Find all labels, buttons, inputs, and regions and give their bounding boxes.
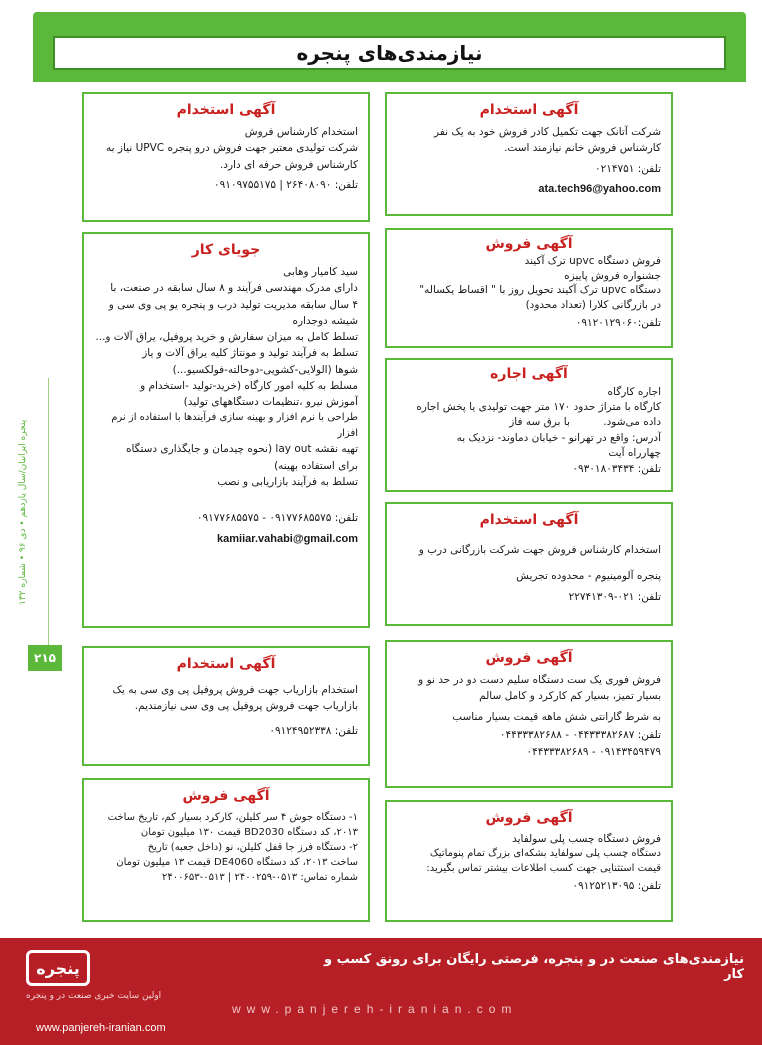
ad-title: آگهی اجاره [490, 366, 568, 382]
ad-text: استخدام کارشناس فروش [244, 126, 358, 138]
ad-title: آگهی استخدام [479, 102, 579, 118]
ad-text: ۴ سال سابقه مدیریت تولید درب و پنجره یو پی وی سی و [108, 298, 358, 311]
ad-text: فروش فوری یک ست دستگاه سلیم دست دو در حد نو و [418, 674, 661, 686]
ad-title: آگهی استخدام [479, 512, 579, 528]
ad-phone: تلفن: ۰۹۳۰۱۸۰۳۴۳۴ [572, 463, 661, 476]
ad-text: به شرط گارانتی شش ماهه قیمت بسیار مناسب [452, 710, 661, 723]
ad-email: ata.tech96@yahoo.com [538, 183, 661, 196]
ad-right-1 [385, 92, 673, 216]
ad-title: آگهی فروش [182, 788, 270, 804]
ad-phone: تلفن: ۰۹۱۲۴۹۵۲۳۳۸ [269, 724, 358, 737]
footer-slogan: نیازمندی‌های صنعت در و پنجره، فرصتی رایگان برای رونق کسب و کار [324, 952, 744, 982]
ad-text: فروش دستگاه upvc ترک آکیند [524, 255, 661, 267]
ad-right-6 [385, 800, 673, 922]
ad-text: شیشه دوجداره [292, 314, 358, 327]
ad-phone: شماره تماس: ۰۵۱۳-۲۴۰۰۲۵۹ | ۰۵۱۳-۲۴۰۰۶۵۳ [162, 872, 358, 883]
ad-text: دستگاه چسب پلی سولفاید بشکه‌ای بزرگ تمام پنوماتیک [429, 848, 661, 860]
ad-text: آدرس: واقع در تهرانو - خیابان دماوند- نزدیک به [456, 431, 661, 444]
ad-text: بازاریاب جهت فروش پروفیل پی وی سی نیازمندیم. [134, 700, 358, 713]
logo-tagline: اولین سایت خبری صنعت در و پنجره [26, 991, 162, 1001]
ad-phone: تلفن: ۰۹۱۲۵۲۱۳۰۹۵ [572, 880, 661, 893]
ad-title: آگهی استخدام [176, 102, 276, 118]
ad-text: کارشناس فروش خانم نیازمند است. [504, 142, 661, 155]
ad-text: طراحی با نرم افزار و بهینه سازی فرآیندها با استفاده از نرم افزار [111, 412, 358, 439]
ad-left-1 [82, 92, 370, 222]
ad-text: چهارراه آیت [608, 446, 661, 459]
ad-text: آموزش نیرو ،تنظیمات دستگاههای تولید) [183, 396, 358, 409]
ad-left-4 [82, 778, 370, 922]
ad-text: پنجره آلومینیوم - محدوده تجریش [516, 570, 661, 583]
ad-text: استخدام کارشناس فروش جهت شرکت بازرگانی درب و [418, 544, 661, 556]
ad-phone: تلفن: ۰۴۴۳۳۳۸۲۶۸۷ - ۰۴۴۳۳۳۸۲۶۸۸ [499, 728, 661, 741]
ad-text: داده می‌شود. با برق سه فاز [509, 416, 661, 429]
ad-phone: تلفن: ۰۲۱-۲۲۷۴۱۳۰۹ [568, 590, 661, 603]
ad-text: قیمت استثنایی جهت کسب اطلاعات بیشتر تماس بگیرید: [426, 862, 661, 874]
page-number: ۲۱۵ [28, 645, 62, 671]
ad-text: استخدام بازاریاب جهت فروش پروفیل پی وی سی به یک [112, 684, 358, 696]
ad-right-2 [385, 228, 673, 348]
ad-text: ساخت ۲۰۱۳، کد دستگاه DE4060 قیمت ۱۳ میلیون تومان [116, 857, 358, 868]
ad-left-2 [82, 232, 370, 628]
side-divider [48, 378, 49, 646]
ad-title: آگهی فروش [485, 236, 573, 252]
ad-email: kamiiar.vahabi@gmail.com [217, 532, 358, 545]
ad-text: مسلط به کلیه امور کارگاه (خرید-تولید -استخدام و [140, 379, 358, 392]
ad-text: تسلط کامل به میزان سفارش و خرید پروفیل، یراق آلات و... [95, 331, 358, 344]
ad-right-3 [385, 358, 673, 492]
page-title-box [53, 36, 726, 70]
ad-text: فروش دستگاه چسب پلی سولفاید [512, 833, 661, 845]
ad-phone: تلفن:۰۹۱۲۰۱۲۹۰۶۰ [575, 316, 661, 329]
ad-text: اجاره کارگاه [607, 386, 661, 398]
ad-text: برای استفاده بهینه) [274, 459, 358, 472]
ad-title: آگهی فروش [485, 650, 573, 666]
publisher-logo [26, 946, 216, 1016]
ad-text: کارگاه با متراژ حدود ۱۷۰ متر جهت تولیدی یا پخش اجاره [416, 401, 661, 414]
ad-text: تسلط به فرآیند تولید و مونتاژ کلیه یراق آلات و یاز [142, 347, 358, 360]
ad-title: جویای کار [191, 242, 261, 258]
ad-text: در بازرگانی کلارا (تعداد محدود) [525, 299, 661, 312]
ad-text: جشنواره فروش پاییزه [564, 269, 661, 282]
ad-text: دستگاه upvc ترک آکیند تحویل روز با " اقساط یکساله" [419, 284, 661, 297]
ad-text: ۱- دستگاه جوش ۴ سر کلیلن، کارکرد بسیار کم، تاریخ ساخت [107, 812, 358, 823]
ad-text: شرکت آتانک جهت تکمیل کادر فروش خود به یک نفر [434, 126, 661, 138]
logo-mark: پنجره [26, 950, 90, 986]
ad-title: آگهی فروش [485, 810, 573, 826]
ad-right-4 [385, 502, 673, 626]
ad-left-3 [82, 646, 370, 766]
ad-text: ۲۰۱۳، کد دستگاه BD2030 قیمت ۱۳۰ میلیون تومان [140, 827, 358, 838]
ad-text: دارای مدرک مهندسی فرآیند و ۸ سال سابقه در صنعت، با [110, 282, 358, 295]
ad-text: تسلط به فرآیند بازاریابی و نصب [217, 475, 358, 488]
footer-website-link[interactable]: www.panjereh-iranian.com [232, 1002, 518, 1016]
ad-text: ۲- دستگاه فرز جا قفل کلیلن، نو (داخل جعبه) تاریخ [147, 842, 358, 853]
ad-text: بسیار تمیز، بسیار کم کارکرد و کامل سالم [479, 690, 661, 703]
page-header [33, 12, 746, 82]
ad-right-5 [385, 640, 673, 788]
ad-text: شوها (الولایی-کشویی-دوحالته-فولکسیو...) [172, 363, 358, 376]
ad-phone-2: ۰۹۱۴۳۴۵۹۴۷۹ - ۰۴۴۳۳۳۸۲۶۸۹ [526, 745, 661, 758]
page-footer [0, 938, 762, 1045]
ad-text: شرکت تولیدی معتبر جهت فروش درو پنجره UPVC نیاز به [106, 142, 358, 155]
page-title: نیازمندی‌های پنجره [296, 41, 483, 65]
ad-text: تهیه نقشه lay out (نحوه چیدمان و جایگذاری دستگاه [125, 443, 358, 456]
footer-website-url[interactable]: www.panjereh-iranian.com [36, 1022, 166, 1034]
ad-title: آگهی استخدام [176, 656, 276, 672]
ad-phone: تلفن: ۰۹۱۷۷۶۸۵۵۷۵ - ۰۹۱۷۷۶۸۵۵۷۵ [196, 512, 358, 525]
ad-phone: تلفن: ۲۶۴۰۸۰۹۰ | ۰۹۱۰۹۷۵۵۱۷۵ [214, 178, 358, 191]
ad-text: کارشناس فروش حرفه ای دارد. [219, 158, 358, 171]
issue-info: پنجره ایرانیان/سال یازدهم • دی ۹۶ • شماره ۱۳۲ [18, 420, 28, 606]
ad-text: سید کامیار وهابی [283, 266, 358, 278]
ad-phone: تلفن: ۰۲۱۴۷۵۱ [594, 162, 661, 175]
